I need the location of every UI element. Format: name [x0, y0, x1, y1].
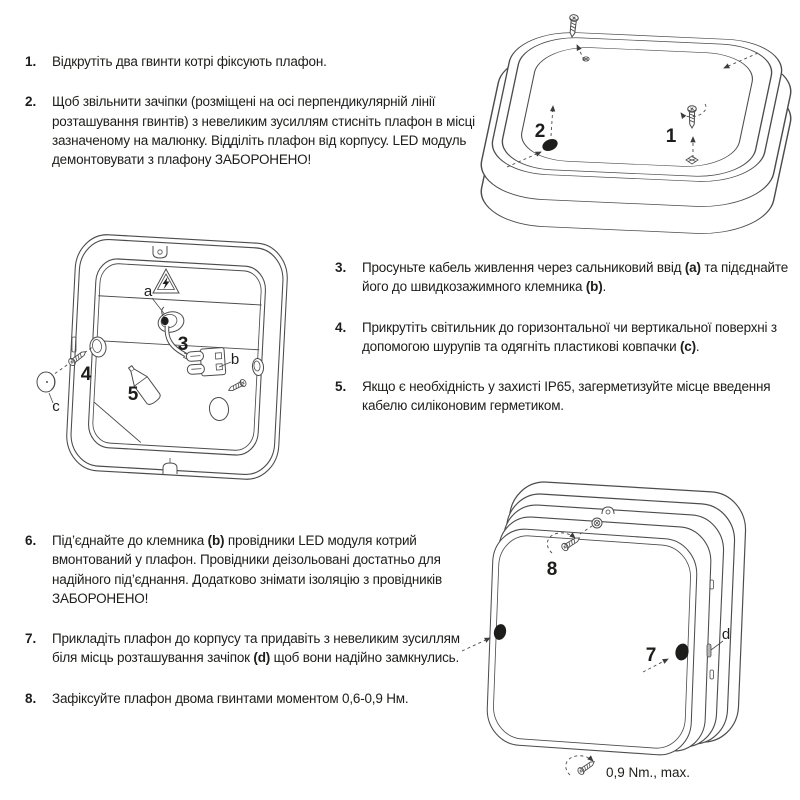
- instruction-text: [362, 318, 793, 357]
- instruction-text-segment: Прикрутіть світильник до горизонтальної чи вертикальної поверхні з допомогою шурупів та одягніть пластикові ковпачки: [362, 319, 777, 354]
- instruction-text: [52, 92, 477, 169]
- instruction-item: [25, 52, 477, 71]
- part-reference: (a): [684, 260, 701, 275]
- instruction-text-segment: Зафіксуйте плафон двома гвинтами моментом 0,6-0,9 Нм.: [52, 690, 409, 706]
- figure-label-5: 5: [127, 384, 139, 405]
- instruction-item: [25, 689, 465, 708]
- instruction-item: [335, 318, 793, 357]
- figure-label-b: b: [230, 351, 240, 368]
- part-reference: (b): [207, 533, 225, 548]
- instruction-text-segment: та підєднайте його до швидкозажимного клемника: [362, 260, 789, 295]
- figure-label-2: 2: [534, 121, 546, 142]
- screw-cap: [37, 372, 55, 392]
- instruction-text-segment: .: [602, 279, 607, 295]
- instruction-text-segment: Під’єднайте до клемника: [52, 533, 208, 548]
- instruction-number: 8.: [25, 690, 37, 706]
- torque-note: 0,9 Nm., max.: [606, 765, 691, 780]
- instruction-number: 5.: [335, 379, 347, 395]
- instruction-item: [25, 629, 465, 668]
- instruction-text: [362, 258, 793, 297]
- figure-attach-cover: [440, 468, 800, 800]
- instruction-text-segment: провідники LED модуля котрий вмонтований у плафон. Провідники деізольовані достатньо для надійного під’єднання. Додатково знімати ізоляцію з провідників ЗАБОРОНЕНО!: [52, 533, 442, 606]
- figure-label-7: 7: [645, 645, 657, 666]
- instruction-block-bottom: [25, 531, 465, 729]
- figure-remove-cover: [470, 0, 800, 245]
- instruction-text: [52, 52, 477, 71]
- instruction-item: [335, 258, 793, 297]
- part-reference: (c): [679, 338, 696, 354]
- instruction-text-segment: Відкрутіть два гвинти котрі фіксують плафон.: [52, 54, 327, 69]
- figure-label-c: c: [52, 398, 60, 415]
- latch-tab: [153, 246, 167, 258]
- instruction-text: [52, 689, 465, 708]
- instruction-text-segment: Просуньте кабель живлення через сальниковий ввід: [362, 260, 685, 275]
- figure-label-8: 8: [546, 559, 558, 580]
- instruction-text-segment: Щоб звільнити зачіпки (розміщені на осі перпендикулярній лінії розташування гвинтів) з невеликим зусиллям стисніть плафон в місці зазначеному на малюнку. Відділіть плафон від корпусу. LED модуль демонтовувати з плафону ЗАБОРОНЕНО!: [52, 94, 475, 168]
- instruction-number: 4.: [335, 319, 347, 335]
- instruction-number: 3.: [335, 260, 347, 275]
- latch-tab: [602, 507, 614, 514]
- instruction-text-segment: Прикладіть плафон до корпусу та придавіть з невеликим зусиллям біля місць розташування зачіпок: [52, 631, 460, 666]
- instruction-item: [25, 92, 477, 169]
- figure-label-a: a: [143, 283, 153, 300]
- screw-icon: [577, 759, 597, 776]
- diffuser-cover: [486, 30, 788, 184]
- diffuser-cover: [486, 527, 698, 757]
- figure-label-3: 3: [177, 334, 189, 355]
- instruction-block-middle: [335, 258, 793, 437]
- screw-hole: [592, 518, 602, 528]
- instruction-text: [362, 377, 793, 416]
- instruction-number: 7.: [25, 631, 37, 647]
- figure-label-4: 4: [80, 364, 92, 385]
- figure-label-1: 1: [665, 126, 677, 147]
- figure-label-d: d: [721, 626, 731, 643]
- instruction-text-segment: .: [695, 338, 700, 354]
- part-reference: (d): [253, 650, 271, 666]
- instruction-item: [25, 531, 465, 608]
- instruction-text: [52, 629, 465, 668]
- instruction-block-top: [25, 52, 477, 190]
- instruction-text-segment: Якщо є необхідність у захисті IP65, загерметизуйте місце введення кабелю силіконовим герметиком.: [362, 379, 771, 414]
- latch-clip: [707, 644, 711, 657]
- instruction-text-segment: щоб вони надійно замкнулись.: [270, 650, 460, 666]
- figure-mounting-back: [20, 225, 330, 515]
- part-reference: (b): [585, 279, 603, 295]
- instruction-number: 2.: [25, 94, 37, 110]
- instruction-text: [52, 531, 465, 608]
- instruction-item: [335, 377, 793, 416]
- instruction-number: 6.: [25, 533, 37, 548]
- instruction-number: 1.: [25, 54, 37, 69]
- arrow-icon: [462, 638, 490, 651]
